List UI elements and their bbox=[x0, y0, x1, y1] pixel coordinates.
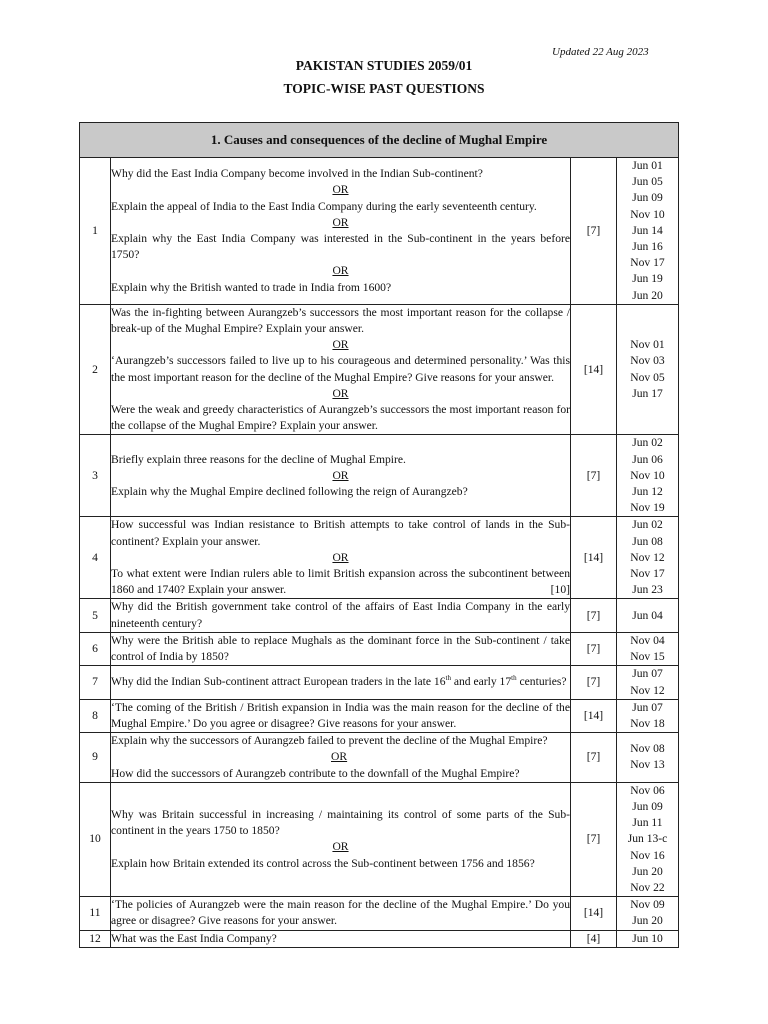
question-text: ‘The coming of the British / British expansion in India was the main reason for the decline of the Mughal Empire.’ Do you agree or disagree? Give reasons for your answer. bbox=[111, 699, 571, 732]
document-title: PAKISTAN STUDIES 2059/01 bbox=[295, 58, 473, 73]
table-row bbox=[80, 699, 679, 732]
question-marks: [4] bbox=[571, 930, 617, 947]
question-text: ‘The policies of Aurangzeb were the main reason for the decline of the Mughal Empire.’ Do you agree or disagree? Give reasons for your answer. bbox=[111, 897, 571, 930]
question-marks: [7] bbox=[571, 666, 617, 699]
question-number: 9 bbox=[80, 733, 111, 783]
question-text: Why did the Indian Sub-continent attract European traders in the late 16th and early 17th centuries? bbox=[111, 666, 571, 699]
exam-sessions: Jun 10 bbox=[617, 930, 679, 947]
exam-sessions: Jun 07 Nov 12 bbox=[617, 666, 679, 699]
exam-sessions: Nov 09 Jun 20 bbox=[617, 897, 679, 930]
question-number: 2 bbox=[80, 304, 111, 435]
question-text: Explain why the successors of Aurangzeb failed to prevent the decline of the Mughal Empire? OR How did the successors of Aurangzeb contribute to the downfall of the Mughal Empire? bbox=[111, 733, 571, 783]
question-number: 8 bbox=[80, 699, 111, 732]
question-marks: [14] bbox=[571, 699, 617, 732]
table-row bbox=[80, 435, 679, 517]
question-text: What was the East India Company? bbox=[111, 930, 571, 947]
table-row bbox=[80, 782, 679, 896]
question-marks: [7] bbox=[571, 435, 617, 517]
question-number: 5 bbox=[80, 599, 111, 632]
question-text: Why did the East India Company become involved in the Indian Sub-continent? OR Explain the appeal of India to the East India Company during the early seventeenth century. OR Explain why the East India Company was interested in the Sub-continent in the years before 1750? OR Explain why the British wanted to trade in India from 1600? bbox=[111, 158, 571, 305]
document-subtitle: TOPIC-WISE PAST QUESTIONS bbox=[283, 81, 485, 96]
table-row bbox=[80, 517, 679, 599]
table-row bbox=[80, 897, 679, 930]
table-row bbox=[80, 733, 679, 783]
question-text: Why were the British able to replace Mughals as the dominant force in the Sub-continent / take control of India by 1850? bbox=[111, 632, 571, 665]
exam-sessions: Nov 01 Nov 03 Nov 05 Jun 17 bbox=[617, 304, 679, 435]
question-marks: [7] bbox=[571, 632, 617, 665]
question-number: 3 bbox=[80, 435, 111, 517]
question-text: Was the in-fighting between Aurangzeb’s successors the most important reason for the collapse / break-up of the Mughal Empire? Explain your answer. OR ‘Aurangzeb’s successors failed to live up to his courageous and determined personality.’ Was this the most important reason for the decline of the Mughal Empire? Give reasons for your answer. OR Were the weak and greedy characteristics of Aurangzeb’s successors the most important reason for the collapse of the Mughal Empire? Explain your answer. bbox=[111, 304, 571, 435]
question-text: How successful was Indian resistance to British attempts to take control of lands in the Sub-continent? Explain your answer. OR To what extent were Indian rulers able to limit British expansion across the subcontinent between 1860 and 1740? Explain your answer. [10] bbox=[111, 517, 571, 599]
question-number: 4 bbox=[80, 517, 111, 599]
table-row bbox=[80, 599, 679, 632]
exam-sessions: Nov 04 Nov 15 bbox=[617, 632, 679, 665]
question-marks: [7] bbox=[571, 733, 617, 783]
question-text: Briefly explain three reasons for the decline of Mughal Empire. OR Explain why the Mughal Empire declined following the reign of Aurangzeb? bbox=[111, 435, 571, 517]
question-marks: [7] bbox=[571, 599, 617, 632]
updated-date: Updated 22 Aug 2023 bbox=[552, 46, 649, 58]
table-row bbox=[80, 930, 679, 947]
question-number: 11 bbox=[80, 897, 111, 930]
question-number: 10 bbox=[80, 782, 111, 896]
table-row bbox=[80, 158, 679, 305]
section-heading: 1. Causes and consequences of the decline of Mughal Empire bbox=[80, 123, 679, 158]
exam-sessions: Jun 02 Jun 08 Nov 12 Nov 17 Jun 23 bbox=[617, 517, 679, 599]
question-number: 12 bbox=[80, 930, 111, 947]
question-text: Why was Britain successful in increasing / maintaining its control of some parts of the Sub-continent in the years 1750 to 1850? OR Explain how Britain extended its control across the Sub-continent between 1756 and 1856? bbox=[111, 782, 571, 896]
question-marks: [14] bbox=[571, 304, 617, 435]
exam-sessions: Nov 08 Nov 13 bbox=[617, 733, 679, 783]
question-text: Why did the British government take control of the affairs of East India Company in the early nineteenth century? bbox=[111, 599, 571, 632]
question-marks: [7] bbox=[571, 158, 617, 305]
question-marks: [14] bbox=[571, 897, 617, 930]
exam-sessions: Jun 07 Nov 18 bbox=[617, 699, 679, 732]
question-number: 6 bbox=[80, 632, 111, 665]
exam-sessions: Jun 04 bbox=[617, 599, 679, 632]
table-row bbox=[80, 632, 679, 665]
question-marks: [7] bbox=[571, 782, 617, 896]
exam-sessions: Jun 02 Jun 06 Nov 10 Jun 12 Nov 19 bbox=[617, 435, 679, 517]
question-number: 7 bbox=[80, 666, 111, 699]
table-row bbox=[80, 666, 679, 699]
exam-sessions: Jun 01 Jun 05 Jun 09 Nov 10 Jun 14 Jun 16 Nov 17 Jun 19 Jun 20 bbox=[617, 158, 679, 305]
question-number: 1 bbox=[80, 158, 111, 305]
exam-sessions: Nov 06 Jun 09 Jun 11 Jun 13-c Nov 16 Jun 20 Nov 22 bbox=[617, 782, 679, 896]
questions-table bbox=[79, 122, 679, 948]
question-marks: [14] bbox=[571, 517, 617, 599]
section-header-row bbox=[80, 123, 679, 158]
table-row bbox=[80, 304, 679, 435]
inner-marks: [10] bbox=[550, 583, 570, 597]
